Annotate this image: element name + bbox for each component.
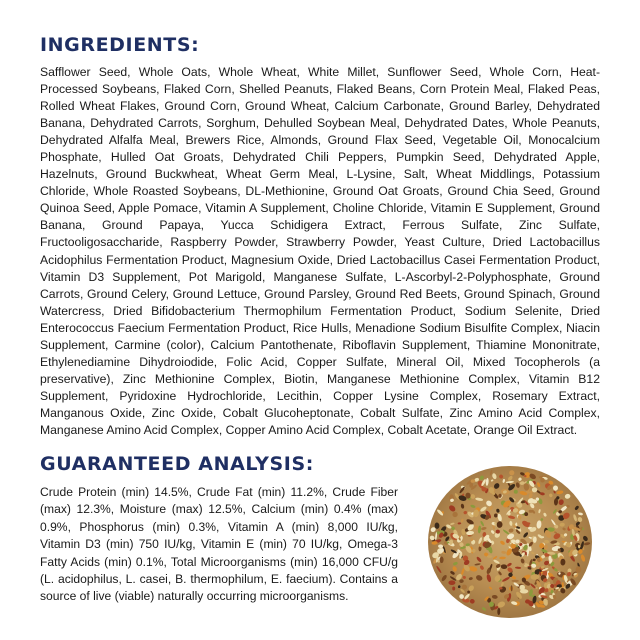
guaranteed-analysis-text: Crude Protein (min) 14.5%, Crude Fat (min) 11.2%, Crude Fiber (max) 12.3%, Moisture (max) 12.5%, Calcium (min) 0.4% (max) 0.9%, Phosphorus (min) 0.3%, Vitamin A (min) 8,000 IU/kg, Vitamin D3 (min) 750 IU/kg, Vitamin E (min) 70 IU/kg, Omega-3 Fatty Acids (min) 0.1%, Total Microorganisms (min) 16,000 CFU/g (L. acidophilus, L. casei, B. thermophilum, E. faecium). Contains a source of live (viable) naturally occurring microorganisms. bbox=[40, 485, 398, 604]
seed-piece bbox=[562, 582, 564, 588]
seed-piece bbox=[440, 557, 444, 564]
seed-piece bbox=[512, 580, 519, 582]
seed-piece bbox=[448, 580, 455, 585]
guaranteed-analysis-heading: GUARANTEED ANALYSIS: bbox=[40, 453, 314, 475]
seed-piece bbox=[452, 587, 455, 591]
seed-mix-image bbox=[425, 463, 595, 621]
ingredients-heading: INGREDIENTS: bbox=[40, 34, 200, 56]
ingredients-list: Safflower Seed, Whole Oats, Whole Wheat, White Millet, Sunflower Seed, Whole Corn, Heat-Processed Soybeans, Flaked Corn, Shelled Peanuts, Flaked Beans, Corn Protein Meal, Flaked Peas, Rolled Wheat Flakes, Ground Corn, Ground Wheat, Calcium Carbonate, Ground Barley, Dehydrated Banana, Dehydrated Carrots, Sorghum, Dehulled Soybean Meal, Dehydrated Dates, Whole Peanuts, Dehydrated Alfalfa Meal, Brewers Rice, Almonds, Ground Flax Seed, Vegetable Oil, Monocalcium Phosphate, Hulled Oat Groats, Dehydrated Chili Peppers, Pumpkin Seed, Dehydrated Apple, Hazelnuts, Ground Buckwheat, Wheat Germ Meal, L-Lysine, Salt, Wheat Middlings, Potassium Chloride, Whole Roasted Soybeans, DL-Methionine, Ground Oat Groats, Ground Chia Seed, Ground Quinoa Seed, Apple Pomace, Vitamin A Supplement, Choline Chloride, Vitamin E Supplement, Ground Banana, Ground Papaya, Yucca Schidigera Extract, Ferrous Sulfate, Zinc Sulfate, Fructooligosaccharide, Raspberry Powder, Strawberry Powder, Yeast Culture, Dried Lactobacillus Acidophilus Fermentation Product, Magnesium Oxide, Dried Lactobacillus Casei Fermentation Product, Vitamin D3 Supplement, Pot Marigold, Manganese Sulfate, L-Ascorbyl-2-Polyphosphate, Ground Carrots, Ground Celery, Ground Lettuce, Ground Parsley, Ground Red Beets, Ground Spinach, Ground Watercress, Dried Bifidobacterium Thermophilum Fermentation Product, Sodium Selenite, Dried Enterococcus Faecium Fermentation Product, Rice Hulls, Menadione Sodium Bisulfite Complex, Niacin Supplement, Carmine (color), Calcium Pantothenate, Riboflavin Supplement, Thiamine Mononitrate, Ethylenediamine Dihydroiodide, Folic Acid, Copper Sulfate, Mineral Oil, Mixed Tocopherols (a preservative), Zinc Methionine Complex, Biotin, Manganese Methionine Complex, Vitamin B12 Supplement, Pyridoxine Hydrochloride, Lecithin, Copper Lysine Complex, Rosemary Extract, Manganous Oxide, Zinc Oxide, Cobalt Glucoheptonate, Cobalt Sulfate, Zinc Amino Acid Complex, Manganese Amino Acid Complex, Copper Amino Acid Complex, Cobalt Acetate, Orange Oil Extract. bbox=[40, 65, 600, 437]
